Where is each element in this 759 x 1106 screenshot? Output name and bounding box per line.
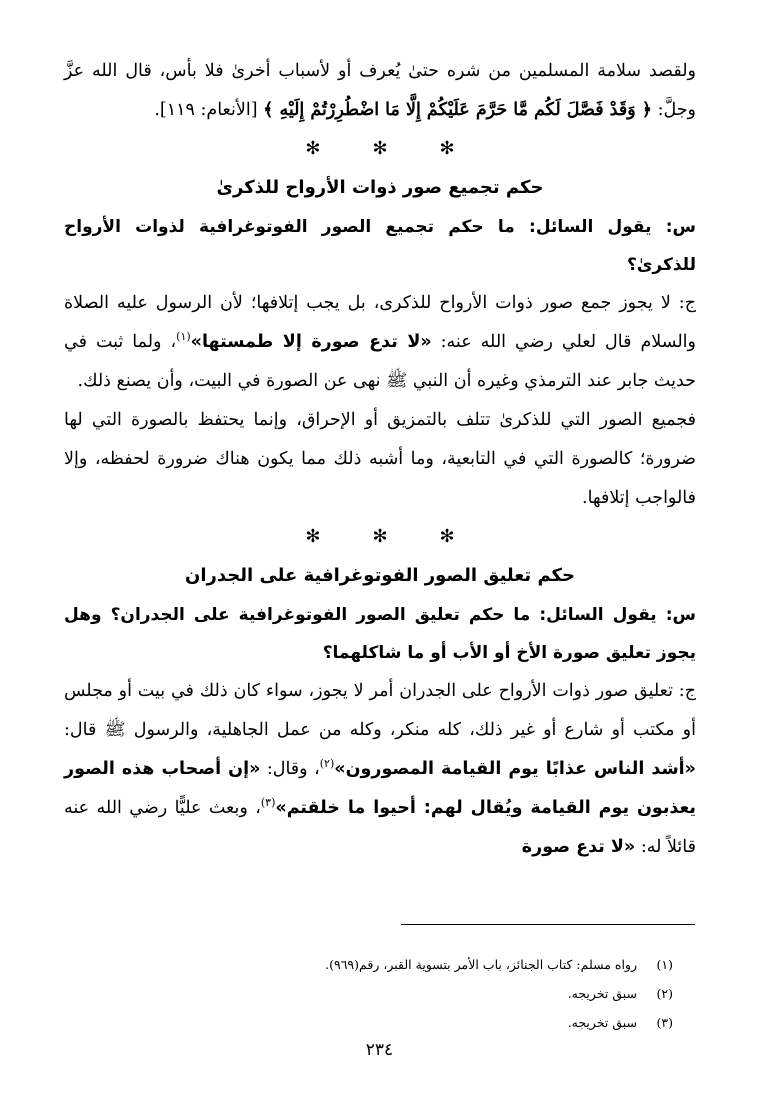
quran-verse: ﴿ وَقَدْ فَصَّلَ لَكُم مَّا حَرَّمَ عَلَيْكُمْ إِلَّا مَا اضْطُرِرْتُمْ إِلَيْهِ ﴾ xyxy=(263,100,653,120)
footnote-text: رواه مسلم: كتاب الجنائز، باب الأمر بتسوية القبر، رقم(٩٦٩). xyxy=(325,957,637,972)
star-glyph: ✻ xyxy=(305,526,321,547)
star-glyph: ✻ xyxy=(439,138,455,159)
answer-1-text-b: ، ولما ثبت في حديث جابر عند الترمذي وغيره أن النبي ﷺ نهى عن الصورة في البيت، وأن يصنع ذلك. xyxy=(64,332,696,391)
answer-2-text-a: ج: تعليق صور ذوات الأرواح على الجدران أمر لا يجوز، سواء كان ذلك في بيت أو مجلس أو مكتب أو شارع أو غير ذلك، كله منكر، وكله من عمل الجاهلية، والرسول ﷺ قال: xyxy=(64,681,696,740)
hadith-quote-1: «لا تدع صورة إلا طمستها» xyxy=(190,332,432,352)
answer-1-text-a: ج: لا يجوز جمع صور ذوات الأرواح للذكرى، بل يجب إتلافها؛ لأن الرسول عليه الصلاة والسلام قال لعلي رضي الله عنه: xyxy=(64,293,696,352)
footnote-text: سبق تخريجه. xyxy=(567,1015,637,1030)
footnote-text: سبق تخريجه. xyxy=(567,986,637,1001)
footnote-number: (١) xyxy=(656,957,673,972)
separator-stars-2 xyxy=(64,518,696,556)
question-1: س: يقول السائل: ما حكم تجميع الصور الفوتوغرافية لذوات الأرواح للذكرىٰ؟ xyxy=(64,217,696,275)
separator-stars-1 xyxy=(64,130,696,168)
star-glyph: ✻ xyxy=(305,138,321,159)
footnote-item xyxy=(73,950,673,979)
star-glyph: ✻ xyxy=(439,526,455,547)
hadith-quote-4: «لا تدع صورة xyxy=(521,837,636,857)
footnote-item xyxy=(73,979,673,1008)
page-body xyxy=(64,52,696,867)
intro-line2-prefix: الله عزَّ وجلَّ: xyxy=(64,61,696,120)
answer-1-paragraph-1 xyxy=(64,284,696,401)
footnote-ref-1[interactable]: (١) xyxy=(176,330,191,344)
section-title-1: حكم تجميع صور ذوات الأرواح للذكرىٰ xyxy=(216,177,544,198)
question-2: س: يقول السائل: ما حكم تعليق الصور الفوتوغرافية على الجدران؟ وهل يجوز تعليق صورة الأخ أو الأب أو ما شاكلهما؟ xyxy=(64,605,696,663)
answer-2-text-b: ، وقال: xyxy=(260,759,320,779)
answer-2-text-c: ، وبعث عليًّا رضي الله عنه قائلاً له: xyxy=(64,798,696,857)
section-title-2: حكم تعليق الصور الفوتوغرافية على الجدران xyxy=(184,565,575,586)
footnote-item xyxy=(73,1008,673,1037)
footnote-number: (٣) xyxy=(656,1015,673,1030)
hadith-quote-3: «إن أصحاب هذه الصور يعذبون يوم القيامة ويُقال لهم: أحيوا ما خلقتم» xyxy=(64,759,696,818)
footnotes xyxy=(73,950,673,1037)
star-glyph: ✻ xyxy=(372,526,388,547)
intro-line1: ولقصد سلامة المسلمين من شره حتىٰ يُعرف أو لأسباب أخرىٰ فلا بأس، قال xyxy=(125,61,696,81)
footnote-number: (٢) xyxy=(656,986,673,1001)
hadith-quote-2: «أشد الناس عذابًا يوم القيامة المصورون» xyxy=(334,759,696,779)
intro-paragraph xyxy=(64,52,696,130)
footnote-ref-3[interactable]: (٣) xyxy=(260,796,276,810)
footnote-divider xyxy=(401,924,695,925)
answer-2-paragraph xyxy=(64,672,696,867)
star-glyph: ✻ xyxy=(372,138,388,159)
footnote-ref-2[interactable]: (٢) xyxy=(319,757,335,771)
answer-1-paragraph-2: فجميع الصور التي للذكرىٰ تتلف بالتمزيق أو الإحراق، وإنما يحتفظ بالصورة التي لها ضرورة؛ كالصورة التي في التابعية، وما أشبه ذلك مما يكون هناك ضرورة لحفظه، وإلا فالواجب إتلافها. xyxy=(64,410,696,508)
quran-reference: [الأنعام: ١١٩]. xyxy=(154,100,264,120)
page-number: ٢٣٤ xyxy=(365,1040,394,1060)
